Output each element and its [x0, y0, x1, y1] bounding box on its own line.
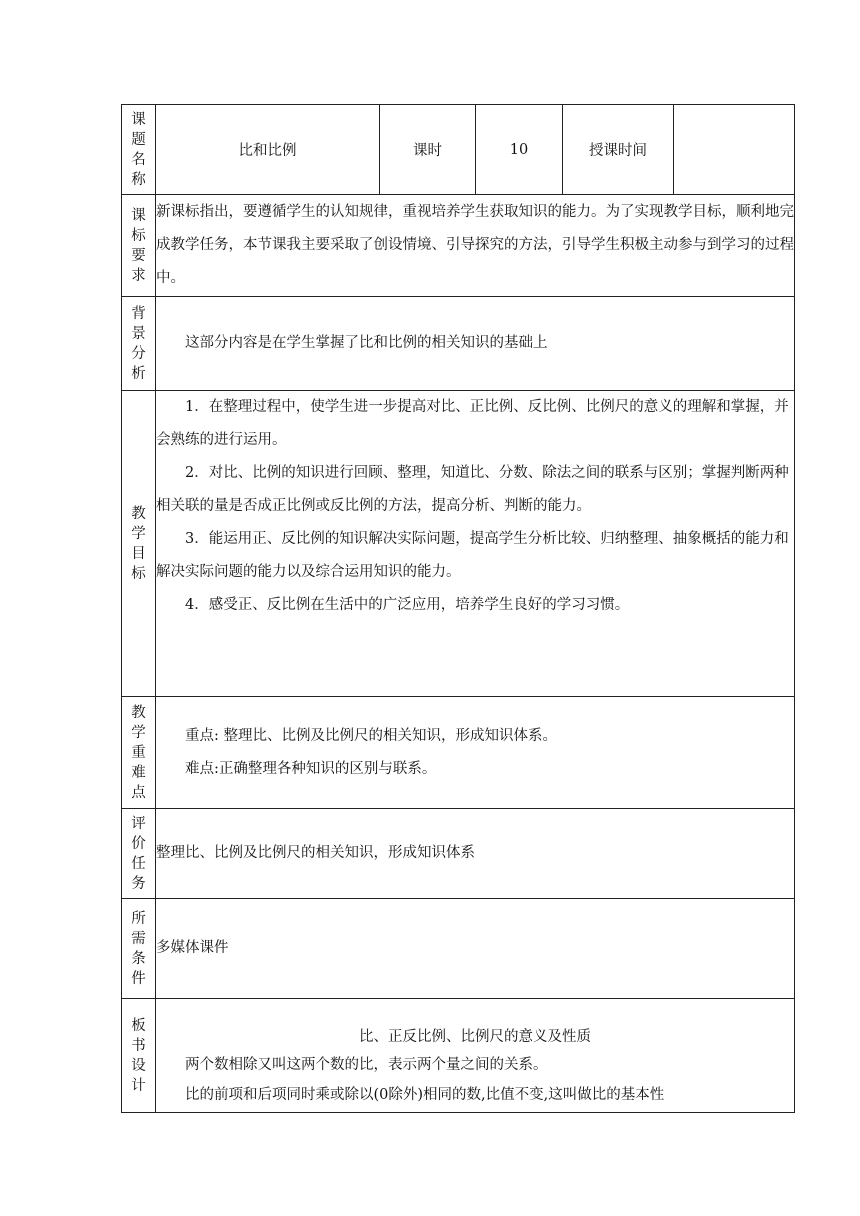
key-points-cell: [156, 697, 795, 809]
label-cell-topic: [122, 105, 156, 195]
label-evaluation: 评价任务: [131, 815, 146, 892]
board-line: 比的前项和后项同时乘或除以(0除外)相同的数,比值不变,这叫做比的基本性: [185, 1087, 665, 1103]
time-label: 授课时间: [563, 105, 674, 195]
label-cell-key-points: [122, 697, 156, 809]
label-cell-evaluation: [122, 809, 156, 899]
label-cell-board: [122, 999, 156, 1113]
label-conditions: 所需条件: [131, 910, 146, 987]
key-point-text: 重点: 整理比、比例及比例尺的相关知识，形成知识体系。: [185, 727, 557, 744]
conditions-cell: [156, 899, 795, 999]
row-evaluation: [122, 809, 795, 899]
lesson-plan-table: [121, 104, 795, 1113]
difficult-point-text: 难点:正确整理各种知识的区别与联系。: [185, 760, 437, 777]
objective-item: 2．对比、比例的知识进行回顾、整理，知道比、分数、除法之间的联系与区别；掌握判断两种相关联的量是否成正比例或反比例的方法，提高分析、判断的能力。: [156, 465, 789, 514]
label-background: 背景分析: [131, 305, 146, 382]
background-text: 这部分内容是在学生掌握了比和比例的相关知识的基础上: [185, 335, 548, 351]
row-conditions: [122, 899, 795, 999]
objective-item: 1．在整理过程中，使学生进一步提高对比、正比例、反比例、比例尺的意义的理解和掌握，并会熟练的进行运用。: [156, 399, 789, 448]
label-cell-curriculum: [122, 195, 156, 297]
background-cell: [156, 297, 795, 391]
label-topic: 课题名称: [131, 111, 146, 188]
board-line: 两个数相除又叫这两个数的比，表示两个量之间的关系。: [185, 1057, 548, 1073]
label-curriculum: 课标要求: [131, 207, 146, 284]
evaluation-text: 整理比、比例及比例尺的相关知识，形成知识体系: [156, 845, 475, 861]
label-cell-objectives: [122, 391, 156, 697]
label-objectives: 教学目标: [131, 505, 146, 582]
curriculum-text: 新课标指出，要遵循学生的认知规律，重视培养学生获取知识的能力。为了实现教学目标，顺利地完成教学任务，本节课我主要采取了创设情境、引导探究的方法，引导学生积极主动参与到学习的过程中。: [156, 204, 794, 286]
row-objectives: [122, 391, 795, 697]
time-value: [674, 105, 795, 195]
conditions-text: 多媒体课件: [156, 940, 229, 956]
topic-value: 比和比例: [156, 105, 380, 195]
label-key-points: 教学重难点: [131, 704, 146, 801]
label-cell-conditions: [122, 899, 156, 999]
curriculum-cell: [156, 195, 795, 297]
board-title: 比、正反比例、比例尺的意义及性质: [359, 1029, 591, 1045]
board-cell: [156, 999, 795, 1113]
hours-value: 10: [476, 105, 563, 195]
objective-item: 4．感受正、反比例在生活中的广泛应用，培养学生良好的学习习惯。: [185, 597, 630, 613]
row-topic: [122, 105, 795, 195]
label-cell-background: [122, 297, 156, 391]
row-curriculum: [122, 195, 795, 297]
row-background: [122, 297, 795, 391]
objectives-cell: [156, 391, 795, 697]
objective-item: 3．能运用正、反比例的知识解决实际问题，提高学生分析比较、归纳整理、抽象概括的能力和解决实际问题的能力以及综合运用知识的能力。: [156, 531, 789, 580]
evaluation-cell: [156, 809, 795, 899]
row-board: [122, 999, 795, 1113]
label-board: 板书设计: [131, 1017, 146, 1094]
hours-label: 课时: [380, 105, 476, 195]
row-key-points: [122, 697, 795, 809]
